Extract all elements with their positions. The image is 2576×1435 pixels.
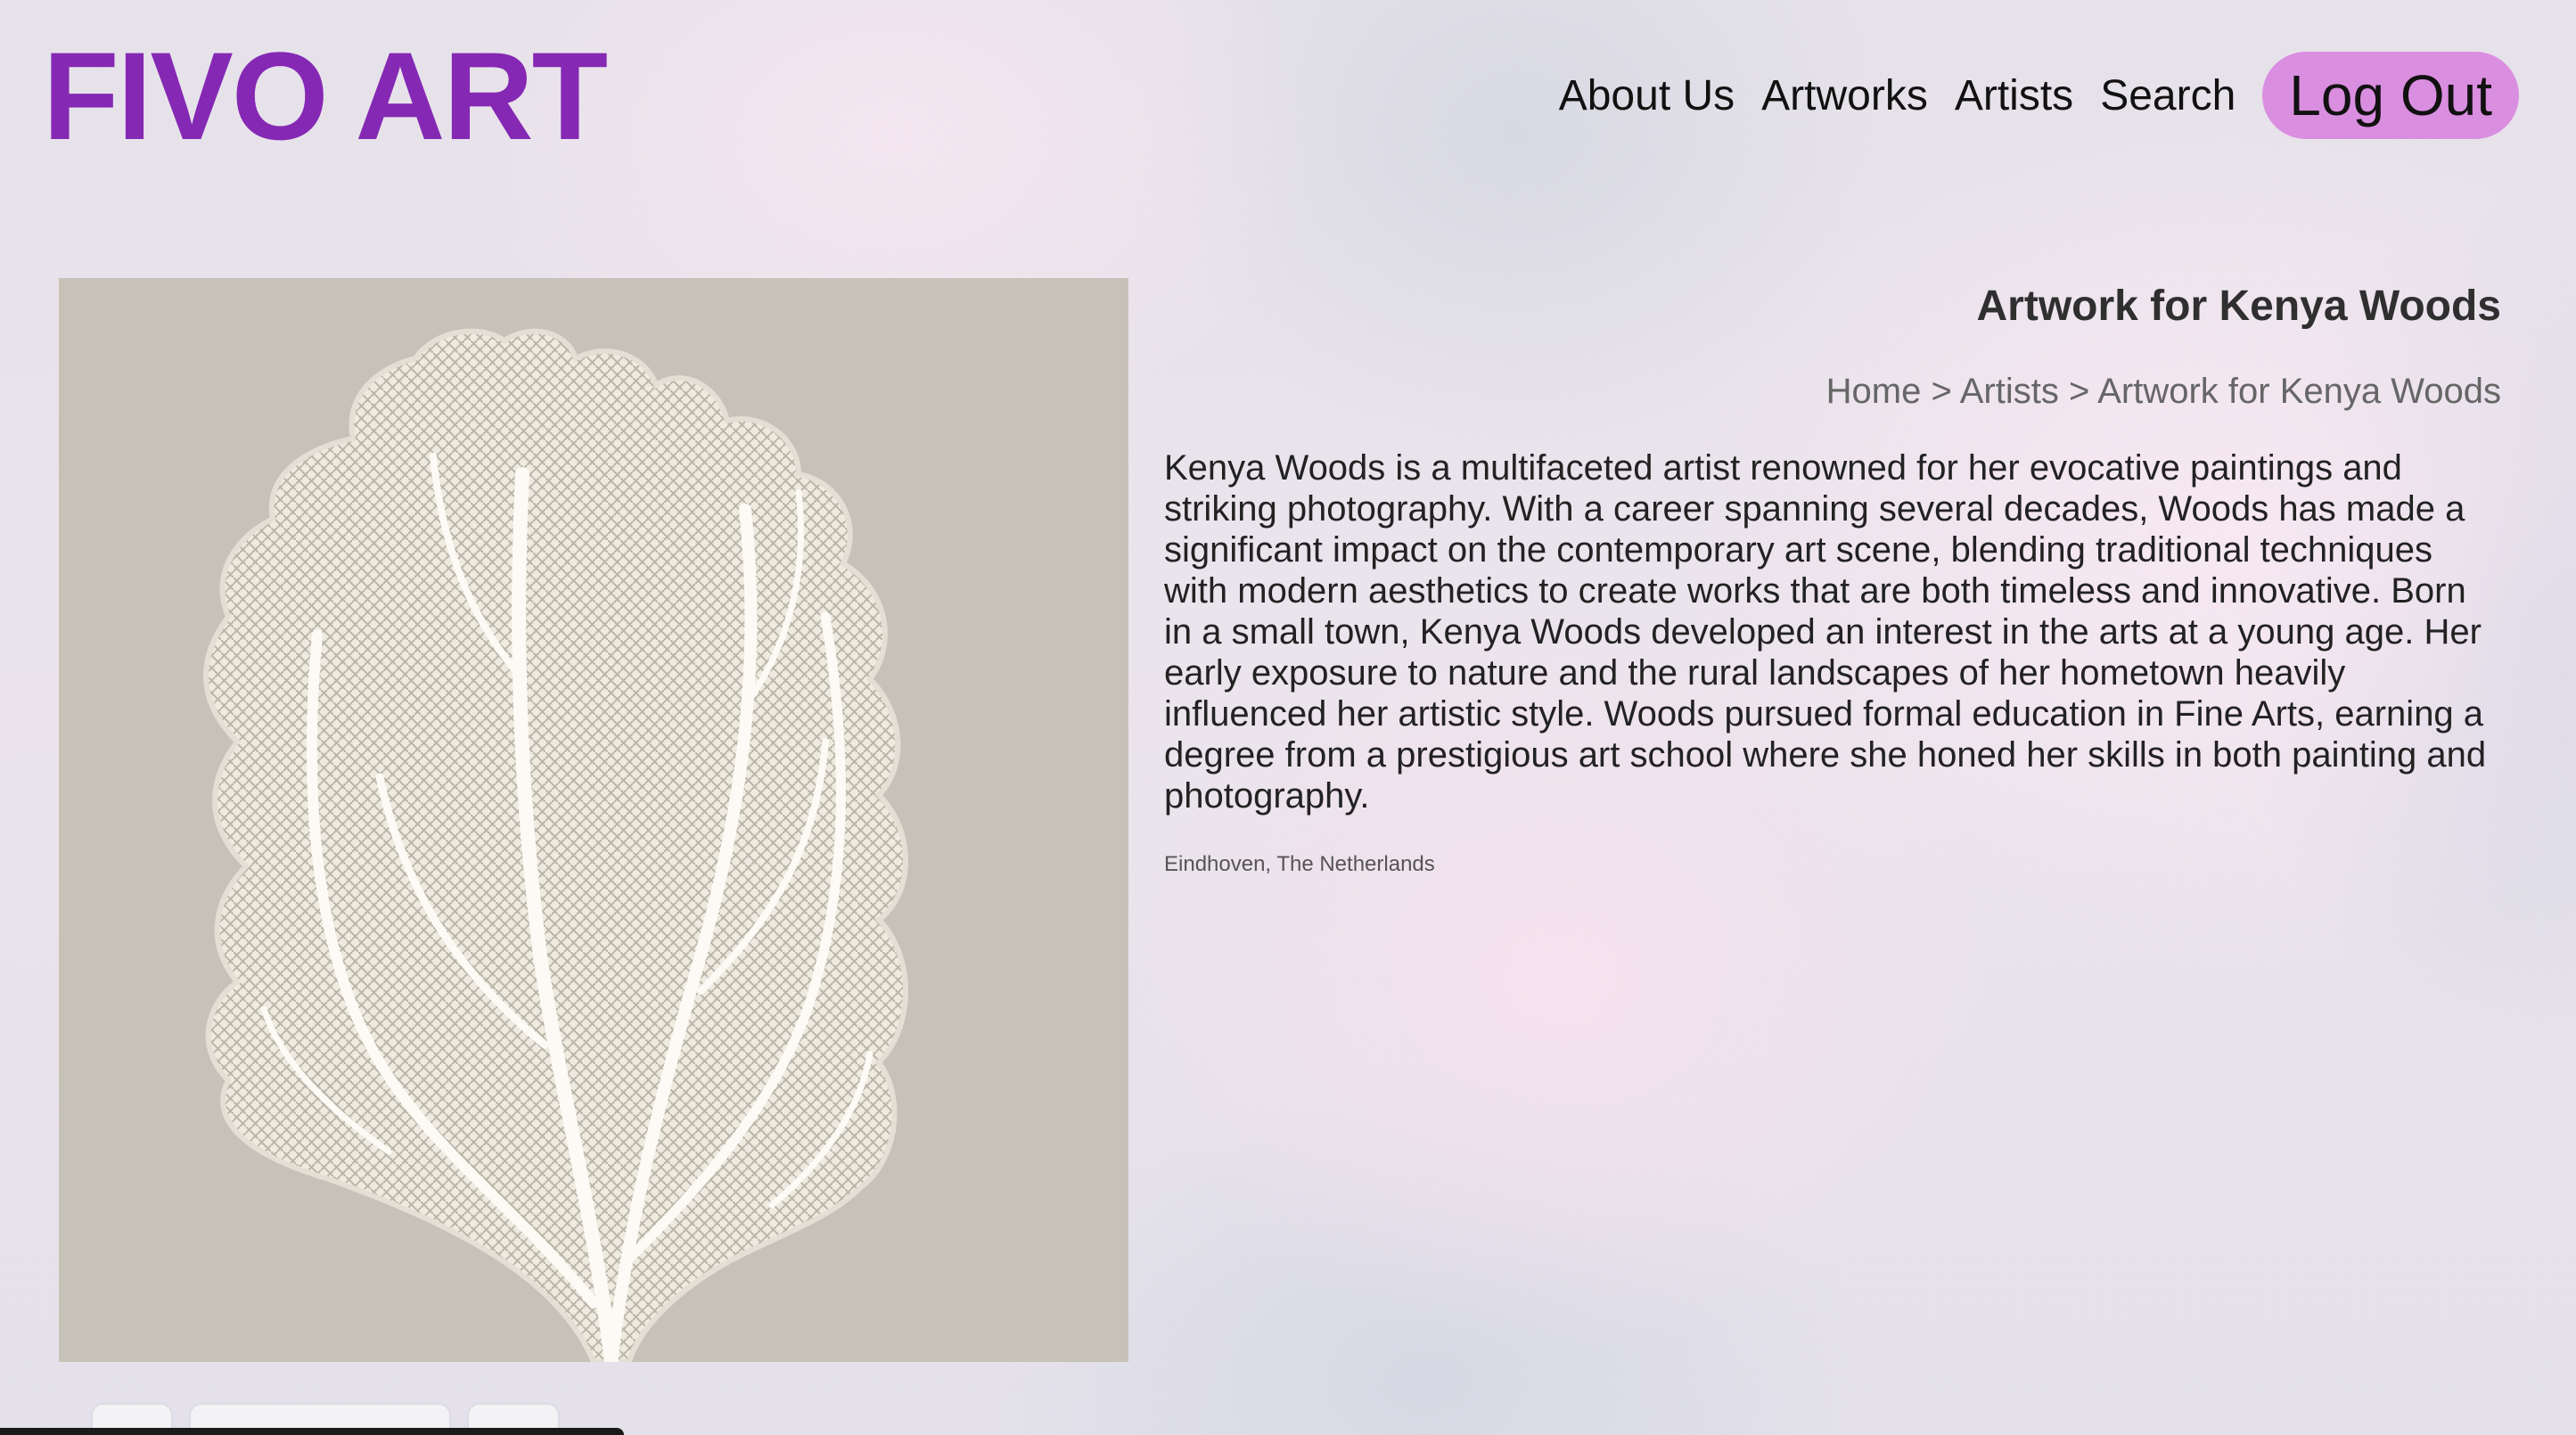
- page-title: Artwork for Kenya Woods: [1976, 283, 2501, 330]
- nav-about-us[interactable]: About Us: [1558, 71, 1735, 119]
- breadcrumb-current: Artwork for Kenya Woods: [2097, 372, 2501, 411]
- artist-location: Eindhoven, The Netherlands: [1164, 852, 1435, 876]
- artist-bio: Kenya Woods is a multifaceted artist renowned for her evocative paintings and striking photography. With a career spanning several decades, Woods has made a significant impact on the contemporary art scene, blending traditional techniques with modern aesthetics to create works that are both timeless and innovative. Born in a small town, Kenya Woods developed an interest in the arts at a young age. Her early exposure to nature and the rural landscapes of her hometown heavily influenced her artistic style. Woods pursued formal education in Fine Arts, earning a degree from a prestigious art school where she honed her skills in both painting and photography.: [1164, 448, 2487, 816]
- nav-artists[interactable]: Artists: [1954, 71, 2074, 119]
- breadcrumb-separator: >: [1931, 372, 1952, 411]
- nav-artworks[interactable]: Artworks: [1761, 71, 1928, 119]
- artwork-image: [59, 278, 1128, 1362]
- bottom-strip: [0, 1428, 624, 1435]
- breadcrumb-home[interactable]: Home: [1825, 372, 1922, 411]
- sea-fan-illustration: [59, 278, 1128, 1362]
- breadcrumb-separator: >: [2068, 372, 2090, 411]
- logout-button[interactable]: Log Out: [2262, 52, 2519, 139]
- main-nav: [1559, 52, 2519, 139]
- breadcrumb: [1164, 372, 2501, 412]
- artist-info: [1164, 278, 2501, 877]
- site-logo[interactable]: FIVO ART: [43, 26, 607, 166]
- breadcrumb-artists[interactable]: Artists: [1959, 372, 2059, 411]
- nav-search[interactable]: Search: [2100, 71, 2236, 119]
